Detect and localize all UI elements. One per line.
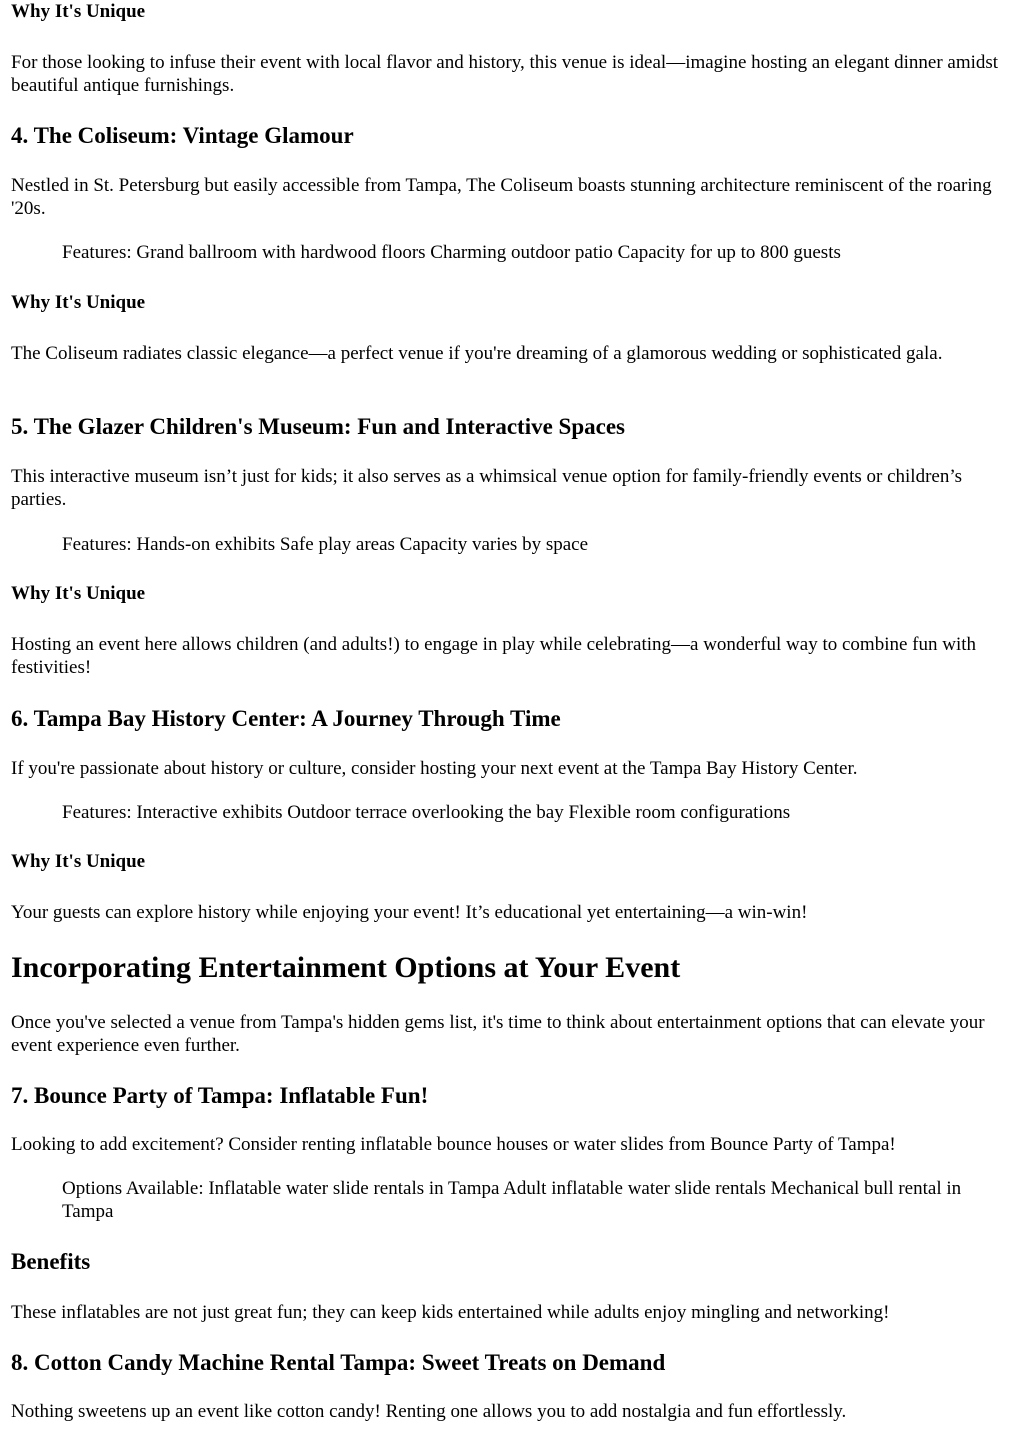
paragraph: For those looking to infuse their event with local flavor and history, this venue is ideal—imagine hosting an elegant dinner amidst beautiful antique furnishings. [11, 52, 999, 96]
heading-cotton-candy: 8. Cotton Candy Machine Rental Tampa: Sweet Treats on Demand [11, 1350, 666, 1375]
heading-bounce-party: 7. Bounce Party of Tampa: Inflatable Fun! [11, 1083, 429, 1108]
paragraph: Your guests can explore history while enjoying your event! It’s educational yet entertaining—a win-win! [11, 902, 808, 923]
features-blockquote: Features: Grand ballroom with hardwood floors Charming outdoor patio Capacity for up to 800 guests [62, 242, 841, 263]
subheading-why-unique: Why It's Unique [11, 851, 146, 872]
subheading-why-unique: Why It's Unique [11, 583, 146, 604]
paragraph: If you're passionate about history or culture, consider hosting your next event at the Tampa Bay History Center. [11, 758, 858, 779]
heading-benefits: Benefits [11, 1249, 91, 1274]
paragraph: Nothing sweetens up an event like cotton candy! Renting one allows you to add nostalgia and fun effortlessly. [11, 1401, 847, 1422]
heading-history-center: 6. Tampa Bay History Center: A Journey Through Time [11, 706, 561, 731]
subheading-why-unique: Why It's Unique [11, 292, 146, 313]
paragraph: Looking to add excitement? Consider renting inflatable bounce houses or water slides from Bounce Party of Tampa! [11, 1134, 896, 1155]
paragraph: These inflatables are not just great fun; they can keep kids entertained while adults enjoy mingling and networking! [11, 1302, 890, 1323]
heading-coliseum: 4. The Coliseum: Vintage Glamour [11, 123, 354, 148]
features-blockquote: Features: Interactive exhibits Outdoor terrace overlooking the bay Flexible room configurations [62, 802, 791, 823]
heading-glazer-museum: 5. The Glazer Children's Museum: Fun and Interactive Spaces [11, 414, 625, 439]
subheading-why-unique: Why It's Unique [11, 1, 146, 22]
options-blockquote: Options Available: Inflatable water slide rentals in Tampa Adult inflatable water slide rentals Mechanical bull rental in Tampa [62, 1178, 962, 1222]
paragraph: This interactive museum isn’t just for kids; it also serves as a whimsical venue option for family-friendly events or children’s parties. [11, 466, 963, 510]
paragraph: The Coliseum radiates classic elegance—a perfect venue if you're dreaming of a glamorous wedding or sophisticated gala. [11, 343, 943, 364]
paragraph: Nestled in St. Petersburg but easily accessible from Tampa, The Coliseum boasts stunning architecture reminiscent of the roaring '20s. [11, 175, 992, 219]
paragraph: Hosting an event here allows children (and adults!) to engage in play while celebrating—a wonderful way to combine fun with festivities! [11, 634, 977, 678]
section-heading-entertainment: Incorporating Entertainment Options at Your Event [11, 951, 681, 984]
features-blockquote: Features: Hands-on exhibits Safe play areas Capacity varies by space [62, 534, 589, 555]
paragraph: Once you've selected a venue from Tampa's hidden gems list, it's time to think about entertainment options that can elevate your event experience even further. [11, 1012, 985, 1056]
